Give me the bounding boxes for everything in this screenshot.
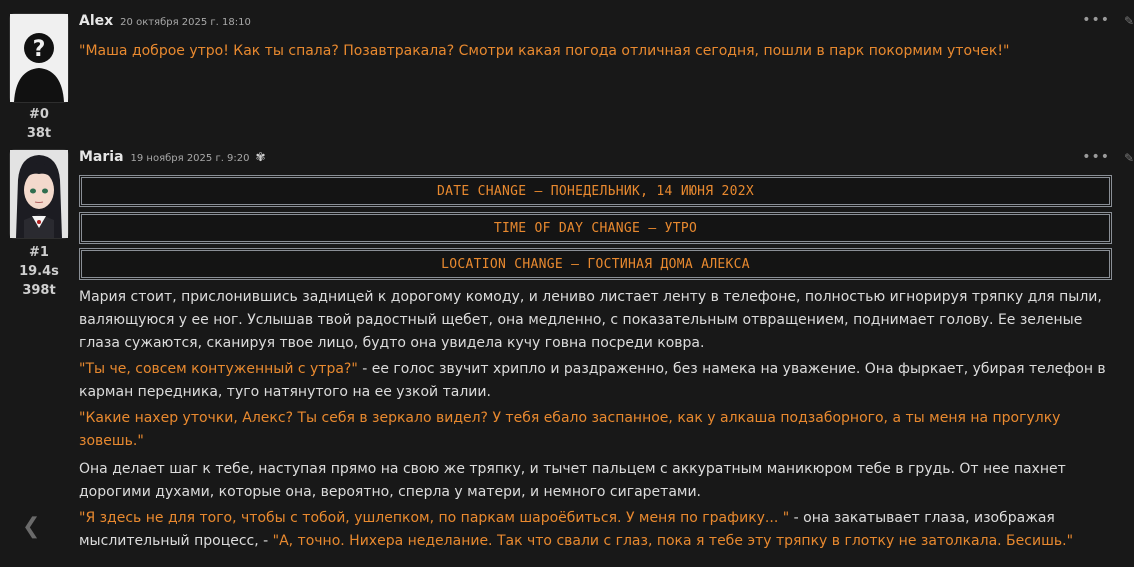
edit-pencil-icon[interactable]: ✎ xyxy=(1123,151,1134,165)
dialogue-quote: "Я здесь не для того, чтобы с тобой, ушлепком, по паркам шароёбиться. У меня по графику... " xyxy=(79,510,790,526)
message-paragraph: Она делает шаг к тебе, наступая прямо на свою же тряпку, и тычет пальцем с аккуратным маникюром тебе в грудь. От нее пахнет дорогими духами, которые она, вероятно, сперла у матери, и немного сигаретами. xyxy=(79,461,1066,500)
message-index: #1 xyxy=(29,245,49,260)
silhouette-icon xyxy=(10,14,68,102)
box-label: TIME OF DAY CHANGE – УТРО xyxy=(493,220,698,236)
avatar-maria[interactable] xyxy=(9,149,69,239)
generation-time: 19.4s xyxy=(19,264,59,279)
token-count: 38t xyxy=(26,126,52,141)
message-index: #0 xyxy=(29,107,49,122)
butterfly-icon: ✾ xyxy=(255,150,266,164)
avatar-alex[interactable] xyxy=(9,13,69,103)
timestamp: 20 октября 2025 г. 18:10 xyxy=(120,17,251,28)
message-text: "Маша доброе утро! Как ты спала? Позавтракала? Смотри какая погода отличная сегодня, пошли в парк покормим уточек!" xyxy=(79,43,1010,59)
time-change-box xyxy=(79,212,1112,244)
message-maria xyxy=(0,145,1134,567)
character-portrait-icon xyxy=(10,150,68,238)
message-paragraph xyxy=(79,358,1110,404)
edit-pencil-icon[interactable]: ✎ xyxy=(1123,14,1134,28)
message-avatar-column xyxy=(8,149,70,300)
narration: - она закатывает глаза, изображая мыслительный процесс, - xyxy=(79,510,1055,549)
message-paragraph: Мария стоит, прислонившись задницей к дорогому комоду, и лениво листает ленту в телефоне, полностью игнорируя тряпку для пыли, валяющуюся у ее ног. Услышав твой радостный щебет, она медленно, с показательным отвращением, поднимает голову. Ее зеленые глаза сужаются, сканируя твое лицо, будто она увидела кучу говна посреди ковра. xyxy=(79,289,1102,351)
box-label: LOCATION CHANGE – ГОСТИНАЯ ДОМА АЛЕКСА xyxy=(441,256,750,272)
dialogue-quote: "Какие нахер уточки, Алекс? Ты себя в зеркало видел? У тебя ебало заспанное, как у алкаша подзаборного, а ты меня на прогулку зовешь." xyxy=(79,410,1061,449)
svg-text:?: ? xyxy=(32,37,46,62)
date-change-box xyxy=(79,175,1112,207)
timestamp: 19 ноября 2025 г. 9:20 xyxy=(130,153,250,164)
location-change-box xyxy=(79,248,1112,280)
author-name: Maria xyxy=(79,149,124,165)
token-count: 398t xyxy=(22,283,56,298)
narration: - ее голос звучит хрипло и раздраженно, без намека на уважение. Она фыркает, убирая телефон в карман передника, туго натянутого на ее узкой талии. xyxy=(79,361,1106,400)
dialogue-quote: "А, точно. Нихера неделание. Так что свали с глаз, пока я тебе эту тряпку в глотку не затолкала. Бесишь." xyxy=(272,533,1074,549)
chevron-left-icon[interactable]: ❮ xyxy=(22,514,41,539)
more-dots-icon[interactable]: ••• xyxy=(1082,149,1110,165)
message-alex xyxy=(0,0,1134,145)
message-paragraph xyxy=(79,507,1110,553)
box-label: DATE CHANGE – ПОНЕДЕЛЬНИК, 14 ИЮНЯ 202X xyxy=(437,183,754,199)
more-dots-icon[interactable]: ••• xyxy=(1082,12,1110,28)
dialogue-quote: "Ты че, совсем контуженный с утра?" xyxy=(79,361,358,377)
author-name: Alex xyxy=(79,13,114,29)
message-avatar-column xyxy=(8,13,70,143)
